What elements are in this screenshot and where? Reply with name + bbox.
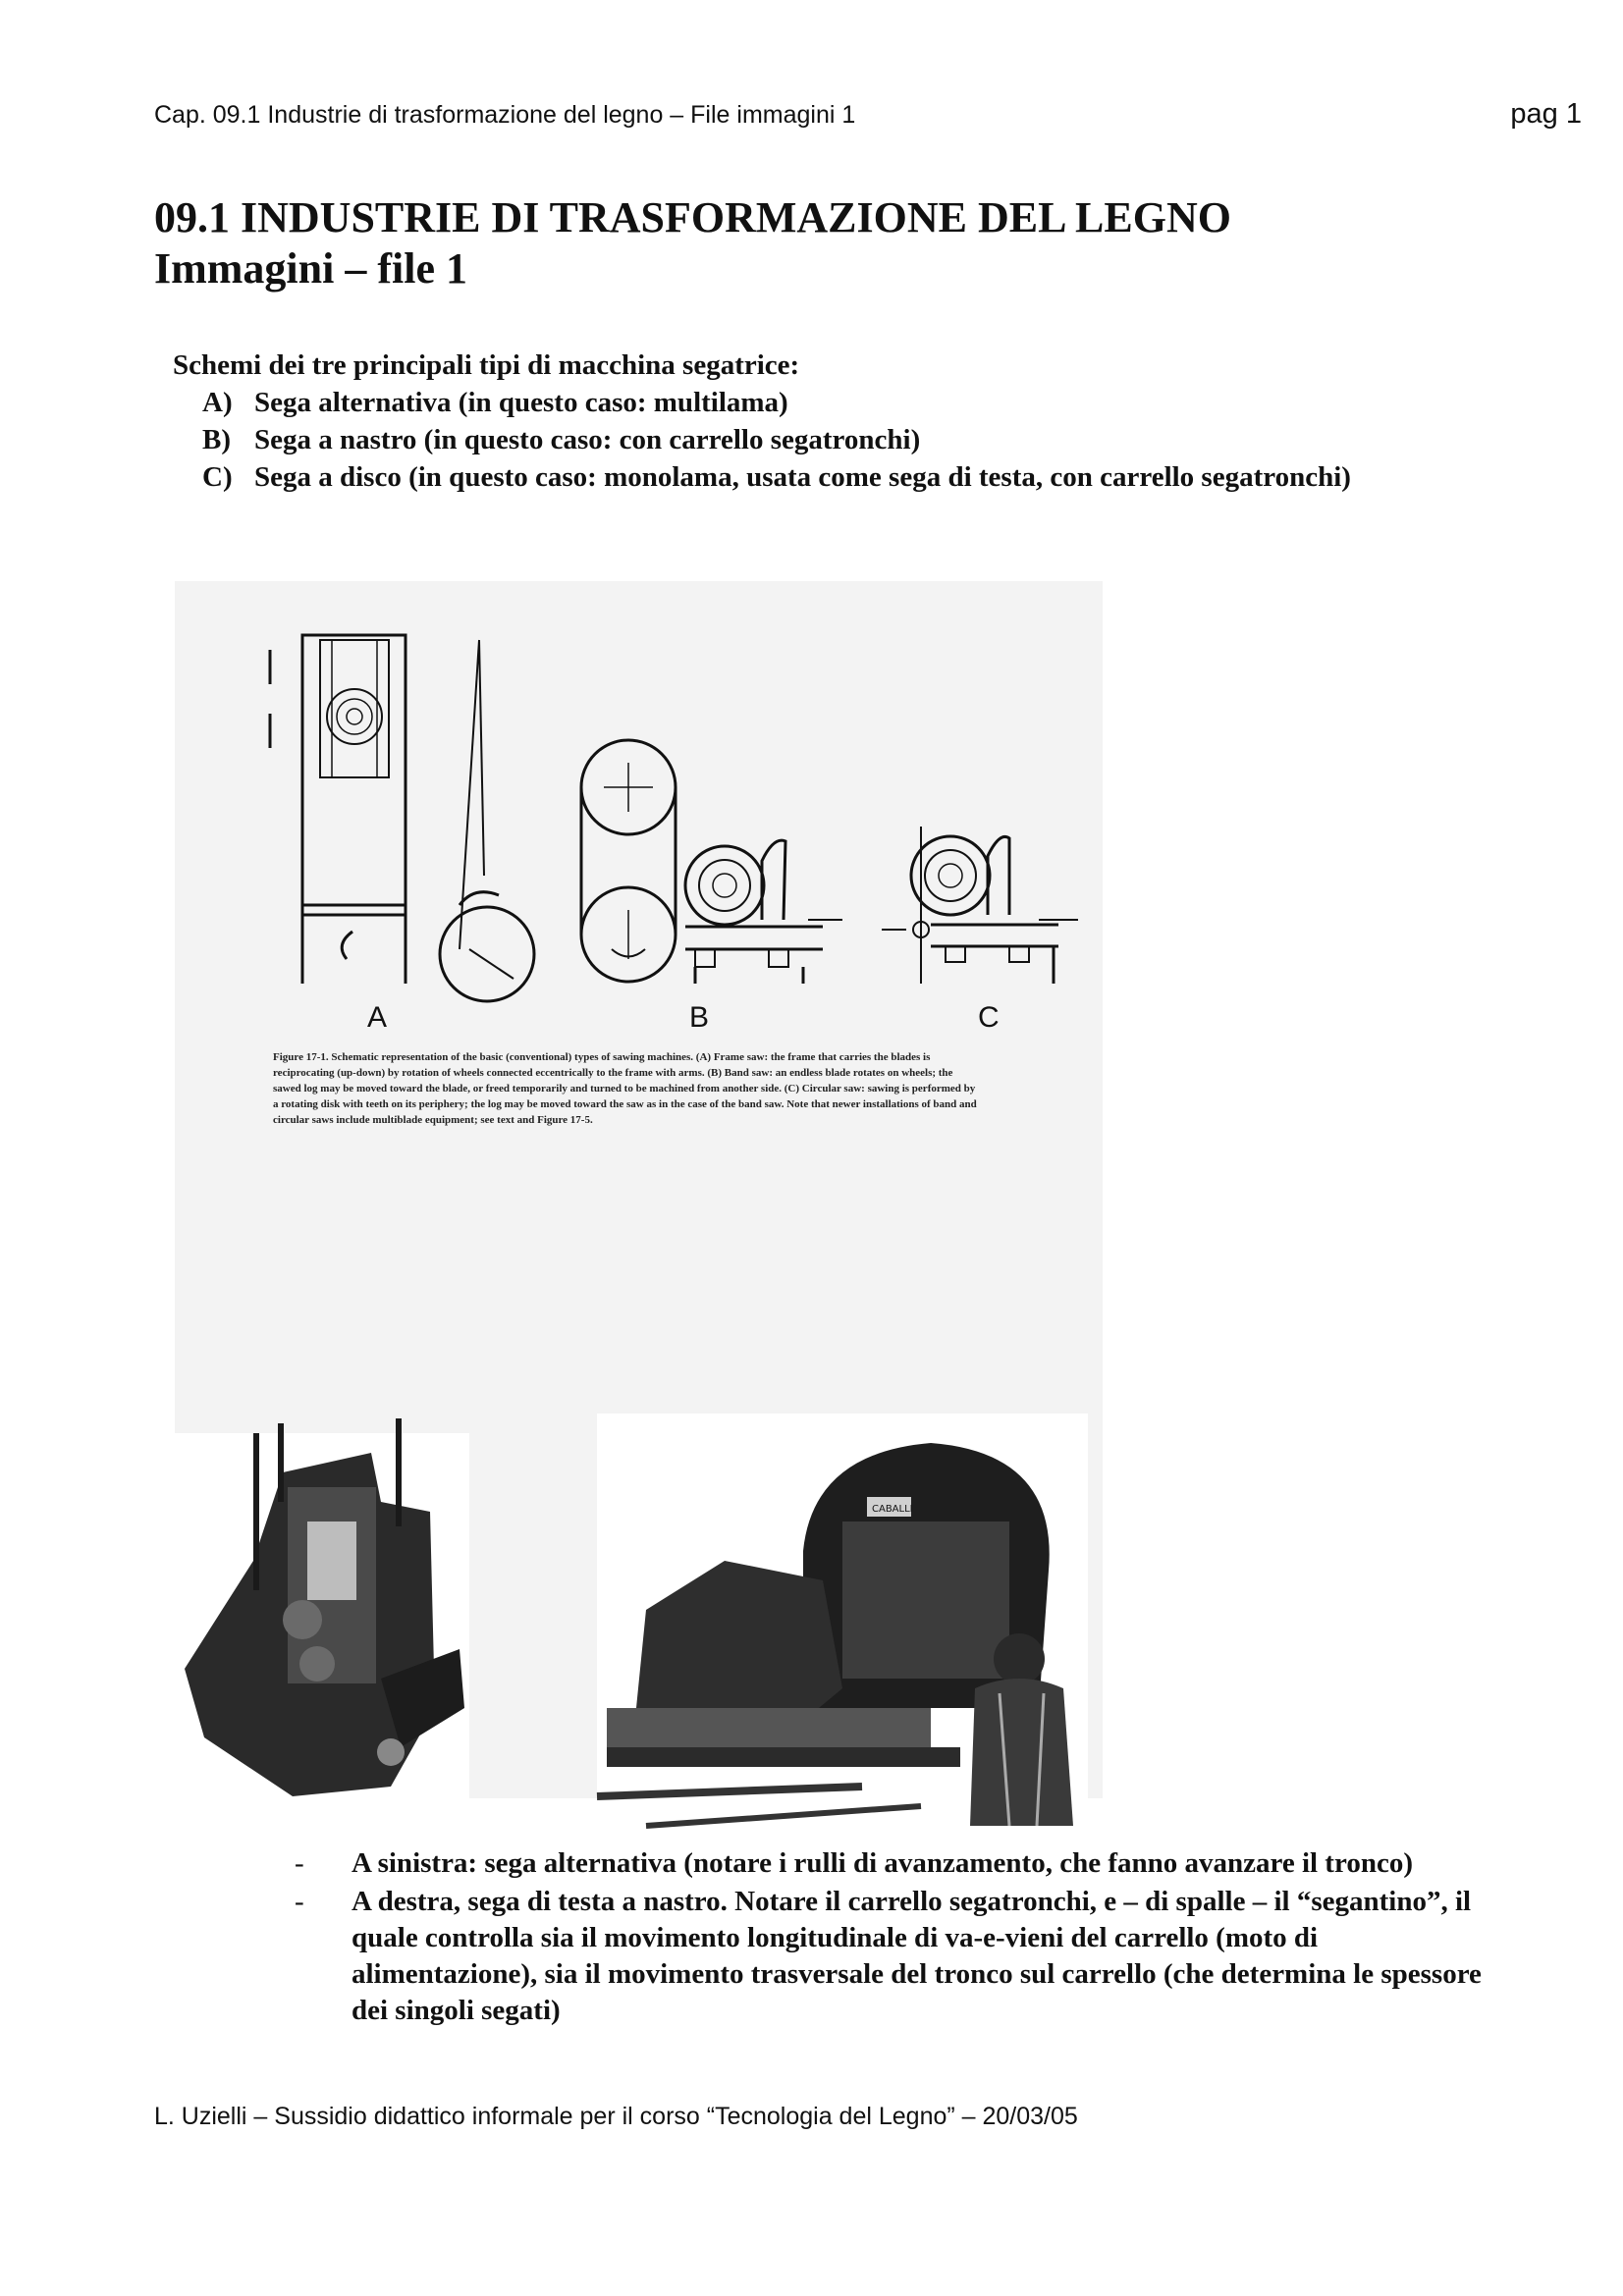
list-marker: C) <box>202 461 233 493</box>
list-item-text: Sega a nastro (in questo caso: con carrello segatronchi) <box>254 424 921 455</box>
list-item <box>173 421 1449 458</box>
band-saw-photo <box>597 1414 1088 1836</box>
list-marker: A) <box>202 387 233 418</box>
figure-label-b: B <box>689 1001 710 1034</box>
list-marker: B) <box>202 424 231 455</box>
figure-caption: Figure 17-1. Schematic representation of the basic (conventional) types of sawing machines. (A) Frame saw: the frame that carries the blades is reciprocating (up-down) by rotation of wheels connected eccentrically to the frame with arms. (B) Band saw: an endless blade rotates on wheels; the sawed log may be moved toward the blade, or freed temporarily and turned to be machined from another side. (C) Circular saw: sawing is performed by a rotating disk with teeth on its periphery; the log may be moved toward the saw as in the case of the band saw. Note that newer installations of band and circular saws include multiblade equipment; see text and Figure 17-5. <box>273 1051 977 1126</box>
list-item <box>295 1884 1492 2029</box>
list-item-text: A sinistra: sega alternativa (notare i rulli di avanzamento, che fanno avanzare il tronco) <box>352 1847 1413 1879</box>
page-title <box>154 192 1231 294</box>
sawmill-photos <box>175 1414 1103 1836</box>
page-number: pag 1 <box>1510 98 1582 130</box>
list-item <box>295 1845 1492 1882</box>
intro-heading: Schemi dei tre principali tipi di macchina segatrice: <box>173 349 800 381</box>
notes-list <box>295 1845 1492 2029</box>
saw-schematics-drawing <box>175 581 1103 1042</box>
title-line-2: Immagini – file 1 <box>154 244 467 293</box>
figure-label-a: A <box>367 1001 388 1034</box>
list-item-text: Sega alternativa (in questo caso: multilama) <box>254 387 788 418</box>
running-header: Cap. 09.1 Industrie di trasformazione del legno – File immagini 1 <box>154 101 856 129</box>
list-item-text: Sega a disco (in questo caso: monolama, usata come sega di testa, con carrello segatronchi) <box>254 461 1351 493</box>
frame-saw-photo <box>175 1418 469 1836</box>
bullet-dash: - <box>295 1847 304 1879</box>
intro-section <box>173 347 1449 496</box>
figure-label-c: C <box>978 1001 1000 1034</box>
bullet-dash: - <box>295 1886 304 1917</box>
list-item <box>173 384 1449 421</box>
saw-brand-text: CABALLI <box>872 1504 913 1515</box>
saw-types-list <box>173 384 1449 496</box>
sawmill-photos-drawing <box>175 1414 1103 1836</box>
list-item <box>173 458 1449 496</box>
title-line-1: 09.1 INDUSTRIE DI TRASFORMAZIONE DEL LEGNO <box>154 193 1231 241</box>
page-footer: L. Uzielli – Sussidio didattico informale per il corso “Tecnologia del Legno” – 20/03/05 <box>154 2103 1078 2130</box>
list-item-text: A destra, sega di testa a nastro. Notare il carrello segatronchi, e – di spalle – il “segantino”, il quale controlla sia il movimento longitudinale di va-e-vieni del carrello (moto di alimentazione), sia il movimento trasversale del tronco sul carrello (che determina le spessore dei singoli segati) <box>352 1886 1482 2026</box>
photo-notes <box>295 1845 1492 2031</box>
